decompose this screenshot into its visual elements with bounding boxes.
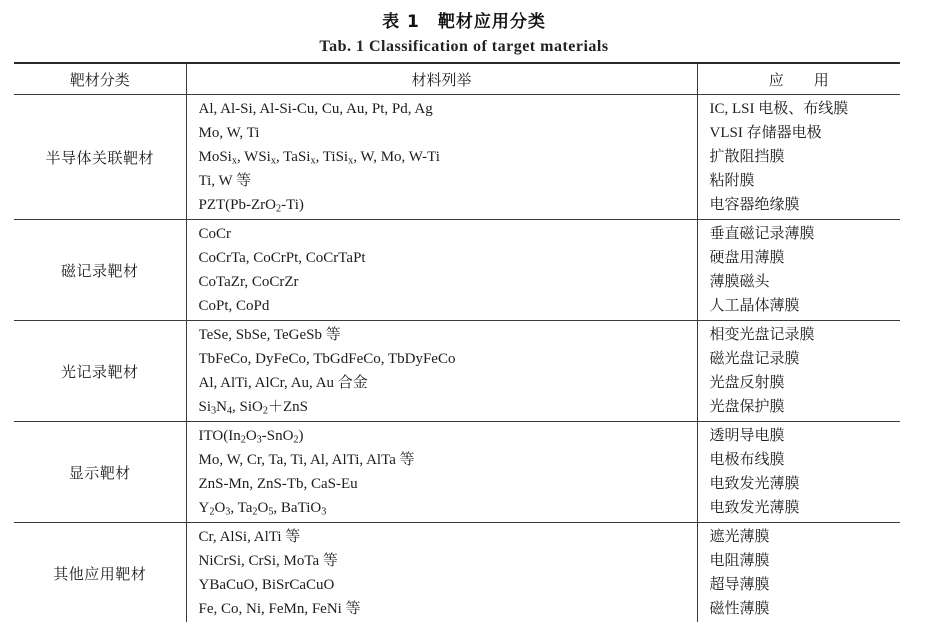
target-materials-table [14, 62, 900, 622]
material-line: CoCrTa, CoCrPt, CoCrTaPt [198, 250, 366, 266]
category-cell: 其他应用靶材 [14, 523, 186, 622]
material-line: PZT(Pb-ZrO$_2$-Ti) [198, 197, 304, 215]
table-row-semiconductor [14, 95, 900, 220]
application-line: 垂直磁记录薄膜 [709, 226, 815, 242]
material-line: Al, Al-Si, Al-Si-Cu, Cu, Au, Pt, Pd, Ag [198, 101, 433, 117]
table-row-other [14, 523, 900, 622]
material-line: Fe, Co, Ni, FeMn, FeNi 等 [198, 601, 361, 617]
col-header-application: 应 用 [768, 72, 829, 89]
col-header-materials: 材料列举 [186, 63, 697, 95]
applications-cell [697, 321, 900, 422]
application-line: 电容器绝缘膜 [709, 197, 800, 213]
category-cell: 半导体关联靶材 [14, 95, 186, 220]
material-line: YBaCuO, BiSrCaCuO [198, 577, 335, 593]
materials-cell [186, 422, 697, 523]
table-row-optical-recording [14, 321, 900, 422]
header-row [14, 63, 900, 95]
material-line: $Si_3N_4$, SiO$_2$＋ZnS [198, 399, 308, 417]
application-line: VLSI 存储器电极 [709, 125, 822, 141]
application-line: 粘附膜 [709, 173, 755, 189]
table-caption-zh: 表 1 靶材应用分类 [382, 12, 546, 32]
material-line: TeSe, SbSe, TeGeSb 等 [198, 327, 341, 343]
applications-cell [697, 523, 900, 622]
materials-cell [186, 220, 697, 321]
material-line: MoSi$_x$, WSi$_x$, TaSi$_x$, TiSi$_x$, W, Mo, W-Ti [198, 149, 440, 167]
table-row-magnetic-recording [14, 220, 900, 321]
material-line: CoTaZr, CoCrZr [198, 274, 299, 290]
applications-cell [697, 220, 900, 321]
materials-cell [186, 523, 697, 622]
material-line: $Y_2O_3$, $Ta_2O_5$, BaTiO$_3$ [198, 500, 327, 518]
application-line: 透明导电膜 [709, 428, 785, 444]
application-line: 遮光薄膜 [709, 529, 770, 545]
material-line: TbFeCo, DyFeCo, TbGdFeCo, TbDyFeCo [198, 351, 456, 367]
application-line: 电阻薄膜 [709, 553, 770, 569]
application-line: 光盘反射膜 [709, 375, 785, 391]
applications-cell [697, 422, 900, 523]
material-line: Ti, W 等 [198, 173, 252, 189]
materials-cell [186, 321, 697, 422]
application-line: 磁光盘记录膜 [709, 351, 800, 367]
material-line: $ITO(In_2O_3-SnO_2)$ [198, 428, 304, 446]
application-line: 光盘保护膜 [709, 399, 785, 415]
application-line: 相变光盘记录膜 [709, 327, 815, 343]
category-cell: 显示靶材 [14, 422, 186, 523]
application-line: 磁性薄膜 [709, 601, 770, 617]
application-line: 人工晶体薄膜 [709, 298, 800, 314]
application-line: 扩散阻挡膜 [709, 149, 785, 165]
col-header-category: 靶材分类 [14, 63, 186, 95]
material-line: CoPt, CoPd [198, 298, 270, 314]
applications-cell [697, 95, 900, 220]
material-line: Al, AlTi, AlCr, Au, Au 合金 [198, 375, 368, 391]
application-line: 电致发光薄膜 [709, 476, 800, 492]
material-line: CoCr [198, 226, 232, 242]
application-line: 电致发光薄膜 [709, 500, 800, 516]
material-line: NiCrSi, CrSi, MoTa 等 [198, 553, 338, 569]
application-line: 硬盘用薄膜 [709, 250, 785, 266]
application-line: IC, LSI 电极、布线膜 [709, 101, 849, 117]
application-line: 电极布线膜 [709, 452, 785, 468]
material-line: Mo, W, Ti [198, 125, 260, 141]
materials-cell [186, 95, 697, 220]
application-line: 薄膜磁头 [709, 274, 770, 290]
material-line: Cr, AlSi, AlTi 等 [198, 529, 301, 545]
material-line: ZnS-Mn, ZnS-Tb, CaS-Eu [198, 476, 358, 492]
material-line: Mo, W, Cr, Ta, Ti, Al, AlTi, AlTa 等 [198, 452, 415, 468]
table-row-display [14, 422, 900, 523]
application-line: 超导薄膜 [709, 577, 770, 593]
category-cell: 光记录靶材 [14, 321, 186, 422]
table-caption-en: Tab. 1 Classification of target materials [319, 38, 609, 55]
category-cell: 磁记录靶材 [14, 220, 186, 321]
